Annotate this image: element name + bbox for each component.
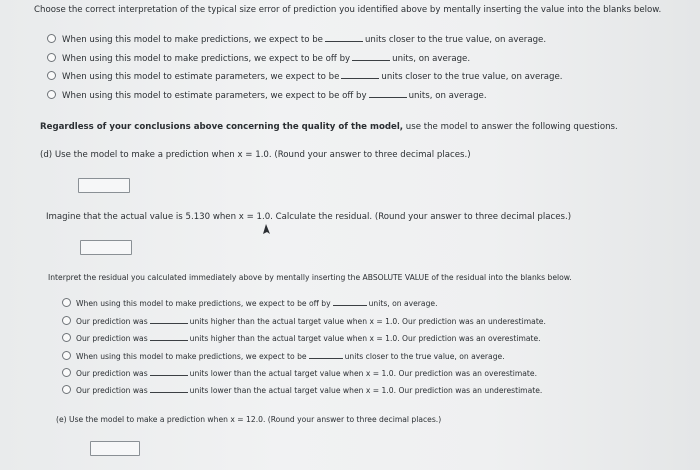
interpret-text: Interpret the residual you calculated immediately above by mentally inserting the ABSOLUTE VALUE of the residual into the blanks below. [48,273,572,282]
option-a2-post: units, on average. [392,54,471,64]
option-a1[interactable] [62,33,546,46]
part-d-text: (d) Use the model to make a prediction when x = 1.0. (Round your answer to three decimal places.) [40,150,471,160]
radio-b3[interactable] [62,333,71,342]
blank [150,332,188,341]
blank [325,33,363,42]
answer-input-e[interactable] [90,441,140,456]
radio-b5[interactable] [62,368,71,377]
radio-b1[interactable] [62,298,71,307]
blank [341,70,379,79]
option-a2[interactable] [62,52,470,65]
option-a1-pre: When using this model to make predictions, we expect to be [62,35,323,45]
radio-a3[interactable] [47,71,56,80]
residual-input[interactable] [80,240,132,255]
option-b5[interactable] [76,367,537,379]
option-a3-post: units closer to the true value, on average. [381,72,563,82]
option-b6[interactable] [76,384,542,396]
option-b2[interactable] [76,315,546,327]
option-b3-pre: Our prediction was [76,334,148,343]
answer-input-d[interactable] [78,178,130,193]
instruction-text: Choose the correct interpretation of the typical size error of prediction you identified above by mentally inserting the value into the blanks below. [34,5,662,15]
option-b3[interactable] [76,332,541,344]
option-b4-post: units closer to the true value, on average. [344,352,505,361]
blank [150,315,188,324]
blank [150,367,188,376]
option-a3[interactable] [62,70,563,83]
option-b5-pre: Our prediction was [76,369,148,378]
radio-a2[interactable] [47,53,56,62]
blank [333,297,367,306]
option-a4[interactable] [62,89,487,102]
option-b2-pre: Our prediction was [76,317,148,326]
regardless-bold: Regardless of your conclusions above concerning the quality of the model, [40,122,404,132]
blank [369,89,407,98]
imagine-text: Imagine that the actual value is 5.130 when x = 1.0. Calculate the residual. (Round your answer to three decimal places.) [46,212,572,222]
option-b1[interactable] [76,297,437,309]
blank [352,52,390,61]
radio-b2[interactable] [62,316,71,325]
option-b1-pre: When using this model to make predictions, we expect to be off by [76,299,331,308]
option-b6-pre: Our prediction was [76,386,148,395]
part-e-text: (e) Use the model to make a prediction when x = 12.0. (Round your answer to three decimal places.) [56,415,442,424]
option-a2-pre: When using this model to make predictions, we expect to be off by [62,54,351,64]
regardless-rest: use the model to answer the following questions. [405,122,618,132]
radio-a1[interactable] [47,34,56,43]
regardless-text [40,122,618,133]
radio-b6[interactable] [62,385,71,394]
option-b1-post: units, on average. [368,299,438,308]
blank [309,350,343,359]
option-b2-post: units higher than the actual target value when x = 1.0. Our prediction was an underestimate. [189,317,546,326]
radio-b4[interactable] [62,351,71,360]
option-b5-post: units lower than the actual target value when x = 1.0. Our prediction was an overestimate. [189,369,537,378]
option-b3-post: units higher than the actual target value when x = 1.0. Our prediction was an overestimate. [189,334,541,343]
option-b6-post: units lower than the actual target value when x = 1.0. Our prediction was an underestimate. [189,386,543,395]
option-a1-post: units closer to the true value, on average. [364,35,547,45]
option-a4-post: units, on average. [408,91,487,101]
option-b4[interactable] [76,350,505,362]
radio-a4[interactable] [47,90,56,99]
mouse-cursor-icon [262,224,272,236]
blank [150,384,188,393]
option-b4-pre: When using this model to make predictions, we expect to be [76,352,307,361]
option-a3-pre: When using this model to estimate parameters, we expect to be [62,72,340,82]
option-a4-pre: When using this model to estimate parameters, we expect to be off by [62,91,367,101]
